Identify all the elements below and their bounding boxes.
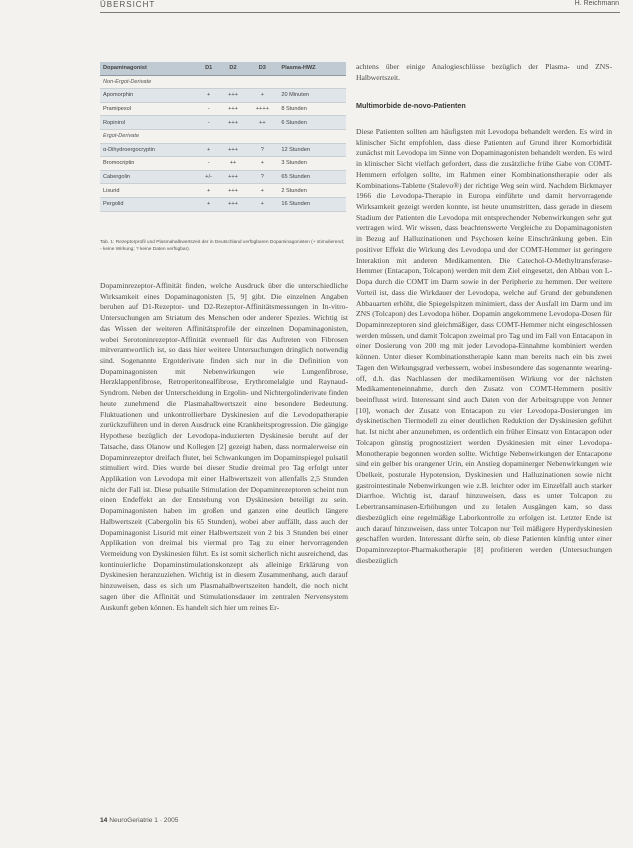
table-header-row bbox=[100, 62, 346, 75]
receptor-table bbox=[100, 62, 346, 212]
author-name: H. Reichmann bbox=[574, 0, 619, 7]
table-cell: +++ bbox=[228, 106, 238, 113]
table-cell: 3 Stunden bbox=[281, 160, 307, 167]
table-header-cell: Dopaminagonist bbox=[100, 62, 198, 75]
table-group-row bbox=[100, 75, 346, 89]
table-cell: 65 Stunden bbox=[278, 170, 346, 184]
table-header-cell: D3 bbox=[246, 62, 278, 75]
table-group-label: Ergot-Derivate bbox=[100, 129, 346, 143]
table-cell: +++ bbox=[220, 89, 247, 103]
table-cell: 2 Stunden bbox=[281, 187, 307, 194]
table-cell: + bbox=[198, 143, 220, 157]
table-cell: + bbox=[198, 89, 220, 103]
table-caption: Tab. 1: Rezeptorprofil und Plasmahalbwertszeit der in Deutschland verfügbaren Dopaminagonisten (+ stimulierend; - keine Wirkung; ? keine Daten verfügbar). bbox=[100, 240, 345, 252]
table-cell: + bbox=[246, 197, 278, 211]
table-cell: Pergolid bbox=[100, 197, 198, 211]
table-cell: 6 Stunden bbox=[278, 116, 346, 130]
table-cell: Pramipexol bbox=[103, 106, 131, 113]
body-paragraph: Dopaminrezeptor-Affinität finden, welche Ausdruck über die unterschiedliche Wirksamkeit eines Dopaminagonisten [5, 9] gibt. Die einzelnen Angaben beruhen auf D1-Rezeptor- und D2-Rezeptor-Affinitätsmessungen in In-vitro-Untersuchungen am Striatum des Menschen oder anderer Spezies. Wichtig ist das Wissen der weiteren Affinitätsprofile der einzelnen Dopaminagonisten, wobei Serotoninrezeptor-Affinität eventuell für das Auftreten von Fibrosen mitverantwortlich ist, so dass hier weitere Untersuchungen dringlich notwendig sind. Sogenannte Ergotderivate finden sich nur in die Definition von Dopaminagonisten mit Nebenwirkungen wie Lungenfibrose, Herzklappenfibrose, Retroperitonealfibrose, Erythromelalgie und Raynaud-Syndrom. Neben der Unterscheidung in Ergolin- und Nichtergolinderivate finden heute zunehmend die Plasmahalbwertszeit eine besondere Bedeutung. Fluktuationen und unkontrollierbare Dyskinesien auf die Levodopatherapie zurückzuführen und in deren Ausdruck eine Krankheitsprogression. Die gängige Hypothese bezüglich der Levodopa-induzierten Dyskinesie beruht auf der Tatsache, dass Olanow und Kollegen [2] gezeigt haben, dass normalerweise ein Dopaminrezeptor dreifach flutet, bei Schwankungen im Dopaminspiegel pulsatil stimuliert wird. Dies wurde bei dieser Studie dreimal pro Tag erfolgt unter Applikation von Levodopa mit einer Halbwertszeit von allenfalls 2,5 Stunden nicht der Fall ist. Diese pulsatile Stimulation der Dopaminrezeptoren scheint nun einen Endeffekt an der Entstehung von Dyskinesien beteiligt zu sein. Dopaminagonisten haben im großen und ganzen eine deutlich längere Halbwertszeit (Cabergolin bis 65 Stunden), wobei aber auffällt, dass auch der Dopaminagonist Lisurid mit einer Halbwertszeit von 2 bis 3 Stunden bei einer Applikation von dreimal bis viermal pro Tag zu einer hervorragenden Vermeidung von Dyskinesien führt. Es ist somit sicherlich nicht ausreichend, das kontinuierliche Dopaminstimulationskonzept als alleinige Erklärung von Dyskinesien heranzuziehen. Wichtig ist in diesem Zusammenhang, auch darauf hinzuweisen, dass es sich um Plasmahalbwertszeiten handelt, die noch nicht sagen über die Affinität und Stimulationsdauer im zentralen Nervensystem Auskunft geben können. Es handelt sich hier um reines Er- bbox=[100, 281, 348, 612]
table-cell: Lisurid bbox=[103, 187, 120, 194]
table-header-cell: Plasma-HWZ bbox=[278, 62, 346, 75]
table-header-cell: D2 bbox=[220, 62, 247, 75]
section-title: ÜBERSICHT bbox=[100, 0, 156, 9]
table-row bbox=[100, 157, 346, 171]
table-cell: 20 Minuten bbox=[278, 89, 346, 103]
table-cell: ? bbox=[246, 143, 278, 157]
table-cell: Bromocriptin bbox=[103, 160, 135, 167]
table-cell: + bbox=[207, 187, 211, 194]
table-cell: ++ bbox=[229, 160, 237, 167]
table-cell: 8 Stunden bbox=[281, 106, 307, 113]
table-cell: +/- bbox=[198, 170, 220, 184]
body-paragraph: achtens über einige Analogieschlüsse bezüglich der Plasma- und ZNS-Halbwertszeit. bbox=[356, 62, 612, 82]
table-cell: +++ bbox=[228, 187, 238, 194]
table-cell: - bbox=[207, 160, 210, 167]
table-cell: +++ bbox=[220, 197, 247, 211]
table-cell: ++ bbox=[246, 116, 278, 130]
left-text-column bbox=[100, 281, 348, 613]
table-cell: + bbox=[246, 89, 278, 103]
table-cell: ? bbox=[246, 170, 278, 184]
table-cell: Apomorphin bbox=[100, 89, 198, 103]
journal-name: NeuroGeriatrie 1 · 2005 bbox=[109, 817, 179, 824]
table-row bbox=[100, 143, 346, 157]
right-text-column bbox=[356, 127, 612, 566]
table-cell: + bbox=[198, 197, 220, 211]
table-row bbox=[100, 89, 346, 103]
page-number: 14 bbox=[100, 817, 108, 824]
table-group-label: Non-Ergot-Derivate bbox=[100, 75, 346, 89]
table-row bbox=[100, 116, 346, 130]
table-row bbox=[100, 102, 346, 116]
header-rule bbox=[100, 12, 620, 13]
table-cell: - bbox=[198, 116, 220, 130]
table-cell: +++ bbox=[220, 170, 247, 184]
right-continuation-text bbox=[356, 62, 612, 83]
table-cell: Cabergolin bbox=[100, 170, 198, 184]
table-cell: +++ bbox=[220, 143, 247, 157]
page-footer bbox=[100, 817, 178, 824]
table-cell: α-Dihydroergocryptin bbox=[100, 143, 198, 157]
table-cell: - bbox=[207, 106, 210, 113]
table-row bbox=[100, 197, 346, 211]
table-cell: +++ bbox=[220, 116, 247, 130]
table-cell: 16 Stunden bbox=[278, 197, 346, 211]
table-cell: Ropinirol bbox=[100, 116, 198, 130]
table-group-row bbox=[100, 129, 346, 143]
table-cell: + bbox=[260, 160, 264, 167]
table-cell: ++++ bbox=[255, 106, 269, 113]
table-row bbox=[100, 184, 346, 198]
body-paragraph: Diese Patienten sollten am häufigsten mit Levodopa behandelt werden. Es wird in klinischer Sicht empfohlen, dass diese Patienten auf Grund ihrer Komorbidität zunächst mit Levodopa im Sinne von Dopaminagonisten behandelt werden. Es wird in klinischer Sicht vielfach gefordert, dass die zusätzliche frühe Gabe von COMT-Hemmern erfolgen sollte, im Rahmen einer Kombinationstherapie oder als Kombinations-Tablette (Stalevo®) der richtige Weg sein wird. Nachdem Birkmayer 1966 die Levodopa-Therapie in Europa einführte und damit hervorragende Wirksamkeit gezeigt werden konnte, ist heute unumstritten, dass gerade in diesem Stadium der Patienten die Levodopa mit entsprechender Nebenwirkungen sehr gut vertragen wird. Wir wissen, dass beachtenswerte Vergleiche zu Dopaminagonisten in Bezug auf Halluzinationen und Psychosen keine Einschränkung geben. Ein positiver Effekt die Wirkung des Levodopa und der COMT-Hemmer ist geringere Interaktion mit anderen Medikamenten. Die Catechol-O-Methyltransferase-Hemmer (Entacapon, Tolcapon) werden mit dem Ziel eingesetzt, den Abbau von L-Dopa durch die COMT im Darm sowie in der Peripherie zu hemmen. Der weitere Vorteil ist, dass die Wirkdauer der Levodopa, welche auf Grund der gebundenen Abbauarten erhöht, die Spiegelspitzen minimiert, dass der Ausfall im Darm und im ZNS (Tolcapon) des Levodopa höher. Dopamin angekommene Levodopa-Dosen für Dopaminrezeptoren sind gleichmäßiger, dass COMT-Hemmer nicht eingeschlossen werden müssen, und damit Tolcapon zweimal pro Tag und im Fall von Entacapon in einer Dosierung von 200 mg mit jeder Levodopa-Einnahme kombiniert werden können. Unter dieser Kombinationstherapie kann man bereits nach ein bis zwei Tagen den Wirkungsgrad verbessern, wobei insbesondere das sogenannte wearing-off, d.h. das Nachlassen der medikamentösen Wirkung vor der nächsten Medikamenteneinnahme, durch den Zusatz von COMT-Hemmern positiv beeinflusst wird. Interessant sind auch Daten von der Arbeitsgruppe von Jenner [10], wonach der Zusatz von Entacapon zu vier Levodopa-Dosierungen im dyskinetischen Tiermodell zu einer deutlichen Reduktion der Dyskinesien geführt hat. Ist nicht aber anzunehmen, es ordentlich ein früher Einsatz von Entacapon oder Tolcapon günstig prognostiziert werden Dyskinesien mit einer Levodopa-Monotherapie begonnen worden sollte. Wichtige Nebenwirkungen der Entacapone sind ein gelber bis orangener Urin, ein Anstieg dopaminerger Nebenwirkungen wie Übelkeit, posturale Hypotension, Dyskinesien und Halluzinationen sowie nicht gastrointestinale Nebenwirkungen wie z.B. leichter oder im Einzelfall auch starker Diarrhoe. Wichtig ist, darauf hinzuweisen, dass es unter Tolcapon zu Lebertransaminasen-Erhöhungen und zu letalen Ausgängen kam, so dass diesbezüglich eine regelmäßige Laborkontrolle zu erfolgen ist. Letzter Ende ist auch darauf hinzuweisen, dass unter Tolcapon nur Teil mäßigere Hyperdyskinesien geschaffen wurden. Interessant dürfte sein, ob diese Patienten künftig unter einer Dopaminrezeptor-Pharmakotherapie [8] profitieren werden (Untersuchungen diesbezüglich bbox=[356, 127, 612, 565]
table-cell: + bbox=[260, 187, 264, 194]
table-header-cell: D1 bbox=[198, 62, 220, 75]
subsection-heading: Multimorbide de-novo-Patienten bbox=[356, 101, 466, 110]
table-row bbox=[100, 170, 346, 184]
table-cell: 12 Stunden bbox=[278, 143, 346, 157]
